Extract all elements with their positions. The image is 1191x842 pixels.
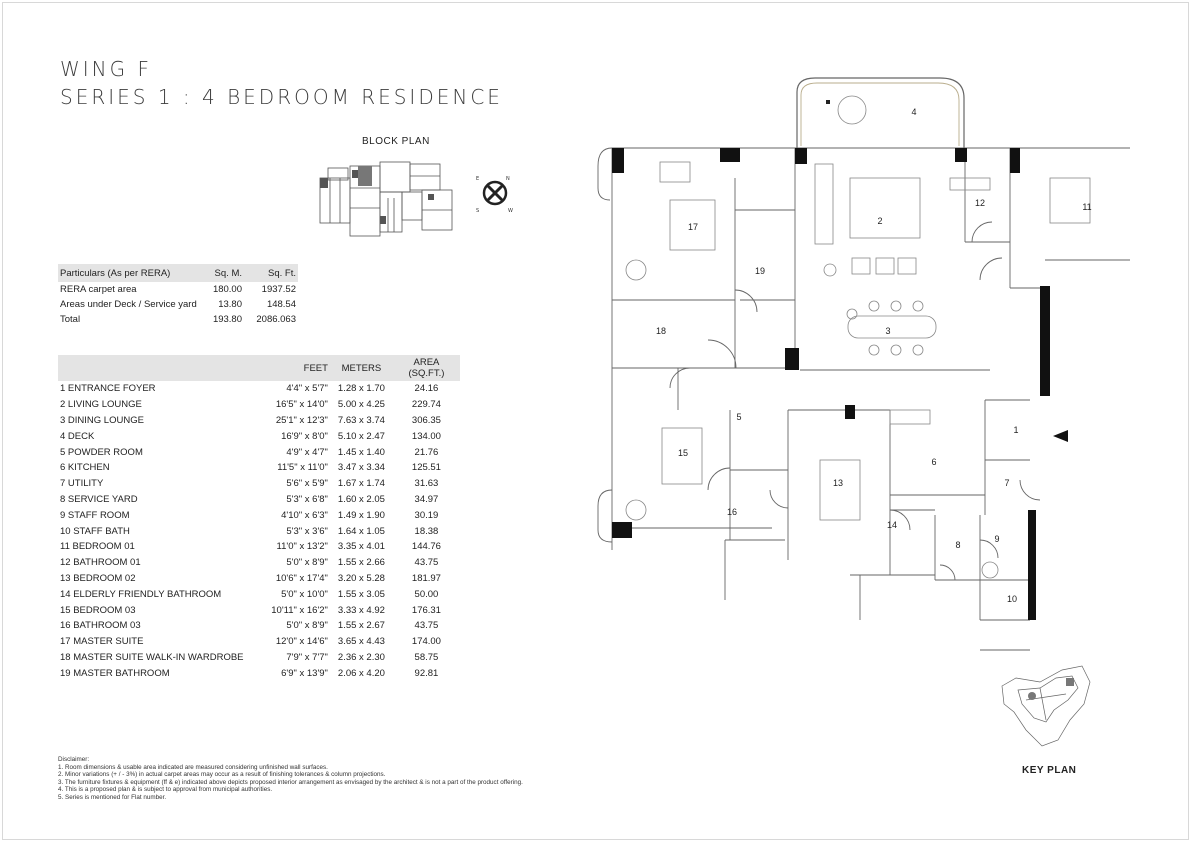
table-row bbox=[58, 413, 460, 429]
disclaimer-line: 4. This is a proposed plan & is subject to approval from municipal authorities. bbox=[58, 786, 273, 794]
room-number: 13 bbox=[832, 478, 844, 488]
table-cell: 1.45 x 1.40 bbox=[337, 446, 385, 458]
room-number: 1 bbox=[1013, 425, 1019, 435]
table-cell: 12 BATHROOM 01 bbox=[60, 557, 141, 569]
table-cell: 92.81 bbox=[414, 667, 439, 679]
table-cell: 5'0" x 8'9" bbox=[286, 620, 328, 632]
table-cell: 125.51 bbox=[411, 462, 441, 474]
room-number: 19 bbox=[754, 266, 766, 276]
table-cell: 1.28 x 1.70 bbox=[337, 383, 385, 395]
table-cell: 229.74 bbox=[411, 399, 441, 411]
table-row bbox=[58, 282, 298, 297]
table-row bbox=[58, 586, 460, 602]
table-cell: 21.76 bbox=[414, 446, 439, 458]
table-cell: 5'6" x 5'9" bbox=[286, 478, 328, 490]
svg-text:N: N bbox=[506, 176, 510, 182]
disclaimer-line: 2. Minor variations (+ / - 3%) in actual carpet areas may occur as a result of finishing tolerances & column projections. bbox=[58, 771, 386, 779]
table-cell: 3.33 x 4.92 bbox=[337, 604, 385, 616]
table-cell: 11 BEDROOM 01 bbox=[60, 541, 135, 553]
room-number: 4 bbox=[911, 107, 917, 117]
table-cell: 11'5" x 11'0" bbox=[277, 462, 328, 474]
block-plan-label: BLOCK PLAN bbox=[362, 136, 430, 147]
table-cell: 25'1" x 12'3" bbox=[275, 414, 328, 426]
rera-area-table bbox=[58, 264, 298, 327]
table-cell: 34.97 bbox=[414, 493, 439, 505]
table-cell: 176.31 bbox=[411, 604, 441, 616]
wing-title: WING F bbox=[60, 57, 152, 81]
table-cell: 4'4" x 5'7" bbox=[286, 383, 328, 395]
table-cell: 5'3" x 3'6" bbox=[286, 525, 328, 537]
room-number: 14 bbox=[886, 520, 898, 530]
room-number: 15 bbox=[677, 448, 689, 458]
table-cell: 181.97 bbox=[411, 572, 441, 584]
table-cell: 2.36 x 2.30 bbox=[337, 651, 385, 663]
table-cell: 43.75 bbox=[414, 557, 439, 569]
disclaimer bbox=[58, 756, 523, 802]
table-cell: 1.64 x 1.05 bbox=[337, 525, 385, 537]
disclaimer-line: 5. Series is mentioned for Flat number. bbox=[58, 793, 167, 801]
table-row bbox=[58, 492, 460, 508]
table-row bbox=[58, 555, 460, 571]
table-cell: 3.35 x 4.01 bbox=[337, 541, 385, 553]
key-plan-label: KEY PLAN bbox=[1022, 765, 1077, 776]
table-cell: 4 DECK bbox=[60, 430, 95, 442]
table-cell: 5'0" x 8'9" bbox=[286, 557, 328, 569]
table-cell: 2 LIVING LOUNGE bbox=[60, 399, 142, 411]
table-cell: RERA carpet area bbox=[60, 284, 137, 295]
table-row bbox=[58, 397, 460, 413]
column-header bbox=[58, 355, 251, 381]
table-cell: 2.06 x 4.20 bbox=[337, 667, 385, 679]
room-number: 3 bbox=[885, 326, 891, 336]
table-cell: 306.35 bbox=[411, 414, 441, 426]
room-number: 7 bbox=[1004, 478, 1010, 488]
column-header: AREA (SQ.FT.) bbox=[393, 355, 460, 381]
floor-plan-drawing bbox=[590, 70, 1092, 660]
table-cell: 12'0" x 14'6" bbox=[275, 636, 328, 648]
room-number: 11 bbox=[1082, 202, 1092, 212]
room-number: 6 bbox=[931, 457, 937, 467]
table-cell: 30.19 bbox=[414, 509, 439, 521]
svg-text:E: E bbox=[476, 176, 480, 182]
table-row bbox=[58, 650, 460, 666]
column-header: Sq. Ft. bbox=[244, 264, 298, 282]
block-plan-drawing bbox=[318, 158, 463, 243]
table-row bbox=[58, 539, 460, 555]
table-row bbox=[58, 381, 460, 397]
table-cell: 18 MASTER SUITE WALK-IN WARDROBE bbox=[60, 651, 244, 663]
table-cell: 5'3" x 6'8" bbox=[286, 493, 328, 505]
room-number: 16 bbox=[726, 507, 738, 517]
table-cell: 7'9" x 7'7" bbox=[286, 651, 328, 663]
table-row bbox=[58, 571, 460, 587]
table-cell: 3 DINING LOUNGE bbox=[60, 414, 144, 426]
table-cell: 5'0" x 10'0" bbox=[281, 588, 328, 600]
table-cell: 16 BATHROOM 03 bbox=[60, 620, 141, 632]
table-cell: 19 MASTER BATHROOM bbox=[60, 667, 170, 679]
room-number: 9 bbox=[994, 534, 1000, 544]
table-header-row bbox=[58, 264, 298, 282]
table-row bbox=[58, 507, 460, 523]
table-row bbox=[58, 444, 460, 460]
table-cell: 7 UTILITY bbox=[60, 478, 104, 490]
table-cell: 50.00 bbox=[414, 588, 439, 600]
column-header: Particulars (As per RERA) bbox=[58, 264, 208, 282]
table-cell: 13.80 bbox=[218, 299, 242, 310]
table-cell: 5.00 x 4.25 bbox=[337, 399, 385, 411]
table-cell: 7.63 x 3.74 bbox=[337, 414, 385, 426]
room-number: 8 bbox=[955, 540, 961, 550]
table-cell: Areas under Deck / Service yard bbox=[60, 299, 197, 310]
table-cell: 18.38 bbox=[414, 525, 439, 537]
table-cell: 16'9" x 8'0" bbox=[281, 430, 328, 442]
room-number: 2 bbox=[877, 216, 883, 226]
table-cell: 16'5" x 14'0" bbox=[275, 399, 328, 411]
room-number: 17 bbox=[687, 222, 699, 232]
compass-icon bbox=[474, 172, 516, 214]
table-cell: 14 ELDERLY FRIENDLY BATHROOM bbox=[60, 588, 222, 600]
table-cell: 6'9" x 13'9" bbox=[281, 667, 328, 679]
column-header: FEET bbox=[251, 355, 330, 381]
table-cell: 193.80 bbox=[212, 314, 242, 325]
table-cell: 6 KITCHEN bbox=[60, 462, 110, 474]
table-cell: 1.55 x 2.66 bbox=[337, 557, 385, 569]
table-cell: 10'11" x 16'2" bbox=[271, 604, 328, 616]
table-cell: 13 BEDROOM 02 bbox=[60, 572, 136, 584]
table-cell: 1.49 x 1.90 bbox=[337, 509, 385, 521]
table-row bbox=[58, 476, 460, 492]
room-number: 10 bbox=[1006, 594, 1018, 604]
table-cell: 10 STAFF BATH bbox=[60, 525, 130, 537]
table-row bbox=[58, 665, 460, 681]
table-cell: 5.10 x 2.47 bbox=[337, 430, 385, 442]
table-cell: 4'9" x 4'7" bbox=[286, 446, 328, 458]
table-header-row bbox=[58, 355, 460, 381]
room-schedule-table bbox=[58, 355, 460, 681]
table-row bbox=[58, 602, 460, 618]
table-cell: 180.00 bbox=[212, 284, 242, 295]
table-cell: 43.75 bbox=[414, 620, 439, 632]
table-row bbox=[58, 634, 460, 650]
column-header: METERS bbox=[330, 355, 393, 381]
room-number: 5 bbox=[736, 412, 742, 422]
table-cell: 24.16 bbox=[414, 383, 439, 395]
svg-text:S: S bbox=[476, 208, 480, 214]
table-cell: Total bbox=[60, 314, 81, 325]
table-cell: 3.47 x 3.34 bbox=[337, 462, 385, 474]
column-header: Sq. M. bbox=[208, 264, 244, 282]
table-cell: 3.20 x 5.28 bbox=[337, 572, 385, 584]
table-cell: 4'10" x 6'3" bbox=[281, 509, 328, 521]
table-row bbox=[58, 312, 298, 327]
key-plan-drawing bbox=[996, 660, 1094, 752]
series-title: SERIES 1 : 4 BEDROOM RESIDENCE bbox=[60, 85, 503, 109]
table-cell: 144.76 bbox=[411, 541, 441, 553]
table-cell: 1 ENTRANCE FOYER bbox=[60, 383, 156, 395]
table-cell: 8 SERVICE YARD bbox=[60, 493, 138, 505]
table-cell: 148.54 bbox=[266, 299, 296, 310]
table-cell: 2086.063 bbox=[256, 314, 296, 325]
table-row bbox=[58, 618, 460, 634]
disclaimer-line: 1. Room dimensions & usable area indicated are measured considering unfinished wall surfaces. bbox=[58, 763, 328, 771]
table-cell: 134.00 bbox=[411, 430, 441, 442]
svg-text:W: W bbox=[508, 208, 513, 214]
table-cell: 58.75 bbox=[414, 651, 439, 663]
room-number: 18 bbox=[655, 326, 667, 336]
table-cell: 15 BEDROOM 03 bbox=[60, 604, 136, 616]
room-number: 12 bbox=[974, 198, 986, 208]
table-cell: 9 STAFF ROOM bbox=[60, 509, 130, 521]
table-cell: 1.60 x 2.05 bbox=[337, 493, 385, 505]
table-row bbox=[58, 297, 298, 312]
disclaimer-heading: Disclaimer: bbox=[58, 756, 90, 763]
table-cell: 1.55 x 2.67 bbox=[337, 620, 385, 632]
table-cell: 3.65 x 4.43 bbox=[337, 636, 385, 648]
table-row bbox=[58, 523, 460, 539]
table-cell: 1.67 x 1.74 bbox=[337, 478, 385, 490]
table-cell: 174.00 bbox=[411, 636, 441, 648]
table-cell: 1937.52 bbox=[261, 284, 296, 295]
table-cell: 10'6" x 17'4" bbox=[275, 572, 328, 584]
table-cell: 17 MASTER SUITE bbox=[60, 636, 144, 648]
table-cell: 31.63 bbox=[414, 478, 439, 490]
table-cell: 1.55 x 3.05 bbox=[337, 588, 385, 600]
table-cell: 11'0" x 13'2" bbox=[276, 541, 328, 553]
table-row bbox=[58, 460, 460, 476]
table-cell: 5 POWDER ROOM bbox=[60, 446, 143, 458]
table-row bbox=[58, 428, 460, 444]
disclaimer-line: 3. The furniture fixtures & equipment (ff & e) indicated above depicts proposed interior arrangement as envisaged by the architect & is not a part of the product offering. bbox=[58, 778, 523, 786]
